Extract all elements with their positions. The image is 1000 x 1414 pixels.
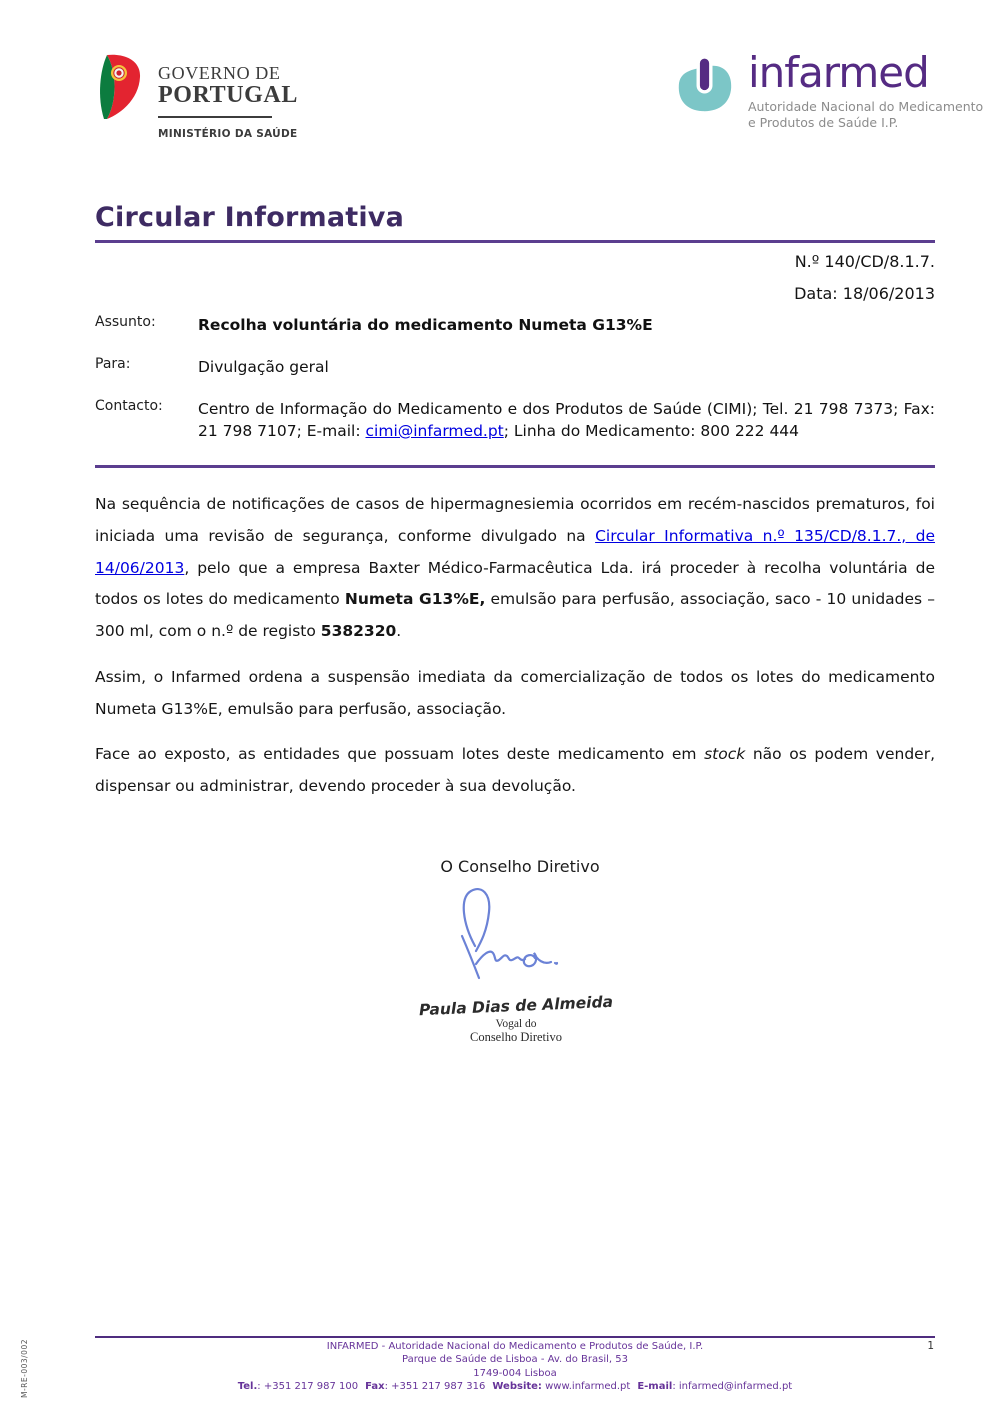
meta-section: [95, 314, 935, 462]
portugal-flag-icon: [95, 54, 143, 140]
signature-icon: [446, 884, 596, 988]
inline-link[interactable]: Circular Informativa n.º 135/CD/8.1.7., de 14/06/2013: [95, 526, 935, 577]
page-number: 1: [927, 1340, 934, 1352]
para-label: Para:: [95, 356, 131, 372]
body-text: [95, 489, 935, 817]
infarmed-wordmark: infarmed: [748, 48, 929, 97]
footer-contacts: [95, 1380, 935, 1393]
assunto-value: Recolha voluntária do medicamento Numeta G13%E: [198, 316, 653, 334]
document-code: M-RE-003/002: [20, 1339, 29, 1398]
text-segment: .: [396, 622, 402, 641]
text-segment: Na sequência de notificações de casos de hipermagnesiemia ocorridos em recém-nascidos prematuros, foi iniciada uma revisão de segurança, conforme divulgado na: [95, 495, 935, 545]
inline-link[interactable]: cimi@infarmed.pt: [365, 422, 504, 440]
government-logo-text: [158, 54, 298, 140]
text-segment: www.infarmed.pt: [541, 1381, 631, 1393]
signer-name: Paula Dias de Almeida: [418, 992, 614, 1020]
text-segment: : +351 217 987 100: [257, 1381, 359, 1393]
text-segment: Centro de Informação do Medicamento e dos Produtos de Saúde (CIMI); Tel. 21 798 7373; Fax: 21 798 7107; E-mail:: [198, 400, 935, 440]
closing-line: O Conselho Diretivo: [440, 857, 600, 876]
meta-row-para: [95, 356, 935, 378]
circular-number: N.º 140/CD/8.1.7.: [794, 252, 935, 271]
meta-rule: [95, 465, 935, 468]
infarmed-logo: [674, 50, 983, 130]
text-segment: Fax: [365, 1381, 385, 1393]
page-title: Circular Informativa: [95, 202, 405, 233]
text-segment: , pelo que a empresa Baxter Médico-Farmacêutica Lda. irá proceder à recolha voluntária de todos os lotes do medicamento: [95, 558, 935, 609]
signature-stamp: [16, 992, 1000, 1045]
infarmed-logo-text: [748, 50, 983, 130]
text-segment: ; Linha do Medicamento: 800 222 444: [503, 422, 800, 440]
infarmed-logo-icon: [674, 50, 736, 130]
text-segment: Tel.: [237, 1381, 258, 1393]
text-segment: E-mail: [637, 1381, 673, 1393]
assunto-label: Assunto:: [95, 314, 156, 330]
government-logo: [95, 54, 298, 140]
footer: [95, 1340, 935, 1394]
infarmed-tagline: [748, 99, 983, 130]
footer-org: INFARMED - Autoridade Nacional do Medicamento e Produtos de Saúde, I.P.: [326, 1341, 704, 1352]
contacto-value: [198, 398, 935, 442]
paragraph-1: [95, 489, 935, 648]
paragraph-2: [95, 662, 935, 726]
text-segment: Assim, o Infarmed ordena a suspensão imediata da comercialização de todos os lotes do medicamento Numeta G13%E, emulsão para perfusão, associação.: [95, 667, 935, 718]
footer-city: 1749-004 Lisboa: [473, 1367, 557, 1379]
ministry-label: MINISTÉRIO DA SAÚDE: [158, 128, 298, 141]
signer-role-line1: Vogal do: [495, 1018, 537, 1030]
para-value: Divulgação geral: [198, 358, 329, 376]
title-rule: [95, 240, 935, 243]
contacto-label: Contacto:: [95, 398, 163, 414]
reference-block: [794, 252, 935, 303]
text-segment: stock: [704, 745, 746, 764]
signer-role-line2: Conselho Diretivo: [469, 1030, 562, 1044]
gov-logo-divider: [158, 116, 272, 118]
text-segment: não os podem vender, dispensar ou administrar, devendo proceder à sua devolução.: [95, 745, 935, 796]
infarmed-tagline-line1: Autoridade Nacional do Medicamento: [748, 99, 984, 115]
infarmed-tagline-line2: e Produtos de Saúde I.P.: [748, 114, 899, 130]
text-segment: Numeta G13%E,: [344, 590, 486, 609]
text-segment: : +351 217 987 316: [384, 1381, 486, 1393]
text-segment: emulsão para perfusão, associação, saco - 10 unidades – 300 ml, com o n.º de registo: [95, 590, 936, 641]
meta-row-contacto: [95, 398, 935, 442]
gov-line2: PORTUGAL: [158, 81, 298, 108]
text-segment: 5382320: [320, 622, 397, 641]
footer-address: Parque de Saúde de Lisboa - Av. do Brasil, 53: [402, 1354, 628, 1366]
text-segment: Face ao exposto, as entidades que possuam lotes deste medicamento em: [95, 745, 705, 764]
paragraph-3: [95, 739, 935, 803]
circular-date: Data: 18/06/2013: [794, 284, 935, 303]
gov-line1: GOVERNO DE: [158, 63, 281, 83]
text-segment: : infarmed@infarmed.pt: [672, 1381, 793, 1393]
text-segment: Website:: [492, 1381, 542, 1393]
meta-row-assunto: [95, 314, 935, 336]
footer-rule: [95, 1336, 935, 1338]
